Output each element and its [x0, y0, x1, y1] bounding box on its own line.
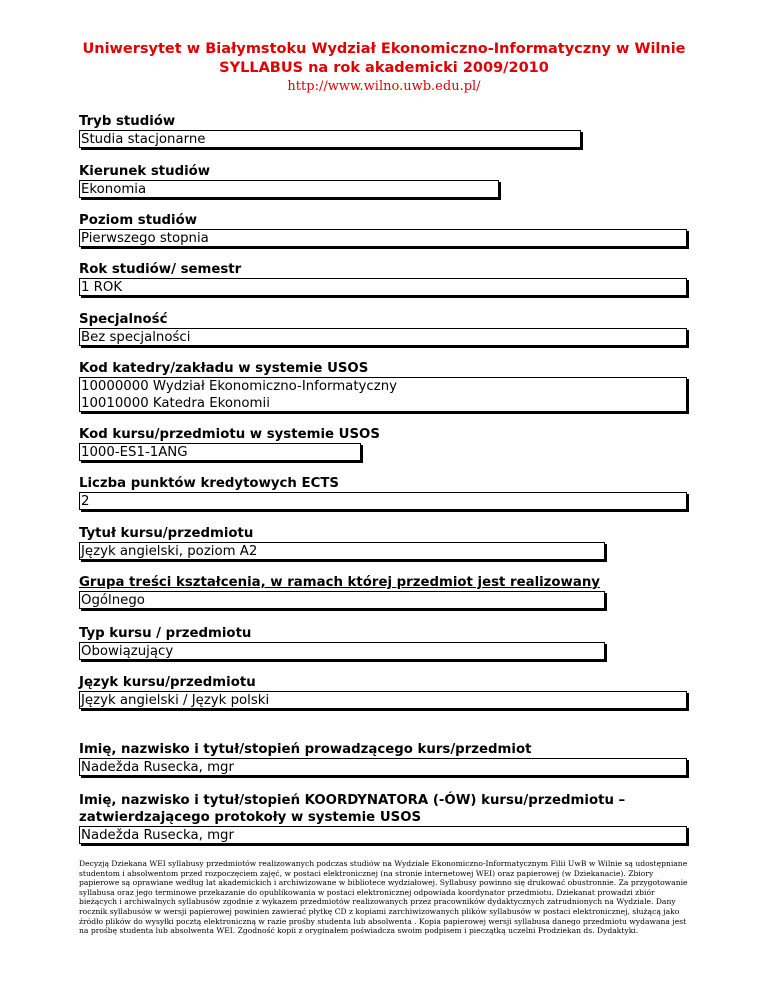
field-label: Kod katedry/zakładu w systemie USOS [79, 361, 369, 376]
field-label: Kierunek studiów [79, 164, 211, 179]
field-label: Poziom studiów [79, 213, 198, 228]
field-value: 2 [81, 494, 90, 509]
field-value-box [79, 691, 687, 709]
field-label: Kod kursu/przedmiotu w systemie USOS [79, 427, 380, 442]
field-value: 1000-ES1-1ANG [81, 445, 188, 460]
field-value-box [79, 492, 687, 510]
field-typ-kursu [79, 625, 605, 660]
field-value: Nadežda Rusecka, mgr [81, 828, 234, 843]
field-kod-kursu [79, 426, 380, 461]
field-label: Imię, nazwisko i tytuł/stopień prowadzącego kurs/przedmiot [79, 742, 532, 757]
field-value-line: 10010000 Katedra Ekonomii [81, 396, 270, 411]
field-value-box [79, 826, 687, 844]
field-label: Tytuł kursu/przedmiotu [79, 526, 254, 541]
field-ects [79, 475, 687, 510]
field-value: Nadežda Rusecka, mgr [81, 760, 234, 775]
field-label-line: Imię, nazwisko i tytuł/stopień KOORDYNATORA (-ÓW) kursu/przedmiotu – [79, 793, 626, 808]
field-kod-katedry [79, 360, 687, 412]
university-title: Uniwersytet w Białymstoku Wydział Ekonomiczno-Informatyczny w Wilnie [82, 41, 686, 57]
field-value-box [79, 542, 605, 560]
field-value-box [79, 642, 605, 660]
field-value-box [79, 443, 361, 461]
field-label: Tryb studiów [79, 114, 176, 129]
field-value: Ogólnego [81, 593, 145, 608]
field-value-box [79, 278, 687, 296]
field-value: Język angielski / Język polski [81, 693, 270, 708]
field-grupa-tresci [79, 574, 605, 609]
field-label: Grupa treści kształcenia, w ramach której przedmiot jest realizowany [79, 575, 600, 590]
footer-note: Decyzją Dziekana WEI syllabusy przedmiotów realizowanych podczas studiów na Wydziale Ekonomiczno-Informatycznym Filii UwB w Wilnie są udostępniane studentom i absolwentom przed rozpoczęciem zajęć, w postaci elektronicznej (na stronie internetowej WEI) oraz papierowej (w Dziekanacie). Zbiory papierowe są oprawiane według lat akademickich i archiwizowane w bibliotece wydziałowej. Syllabusy powinno się drukować obustronnie. Za przygotowanie syllabusa oraz jego terminowe przekazanie do opublikowania w postaci elektronicznej odpowiada koordynator przedmiotu. Dziekanat prowadzi zbiór bieżących i archiwalnych syllabusów zgodnie z wykazem przedmiotów realizowanych przez pracowników dydaktycznych zatrudnionych na Wydziale. Dany rocznik syllabusów w wersji papierowej powinien zawierać płytkę CD z kopiami zarchiwizowanych plików syllabusów w postaci elektronicznej, służącą jako źródło plików do wysyłki pocztą elektroniczną w razie prośby studenta lub absolwenta . Kopia papierowej wersji syllabusa danego przedmiotu wydawana jest na prośbę studenta lub absolwenta WEI. Zgodność kopii z oryginałem poświadcza swoim podpisem i pieczątką uczelni Prodziekan ds. Dydaktyki. [79, 859, 688, 936]
field-value-box [79, 758, 687, 776]
website-link[interactable]: http://www.wilno.uwb.edu.pl/ [287, 79, 481, 94]
field-label: Język kursu/przedmiotu [79, 675, 256, 690]
field-value: Obowiązujący [81, 644, 174, 659]
field-value-box [79, 377, 687, 412]
field-prowadzacy [79, 741, 687, 776]
field-tryb-studiow [79, 113, 581, 148]
field-tytul-kursu [79, 525, 605, 560]
field-value-box [79, 130, 581, 148]
field-kierunek-studiow [79, 163, 499, 198]
field-value: Pierwszego stopnia [81, 231, 209, 246]
field-value-box [79, 328, 687, 346]
field-value-line: 10000000 Wydział Ekonomiczno-Informatyczny [81, 379, 397, 394]
field-value: Studia stacjonarne [81, 132, 206, 147]
field-label: Liczba punktów kredytowych ECTS [79, 476, 339, 491]
document-header [0, 40, 768, 96]
field-label-line: zatwierdzającego protokoły w systemie USOS [79, 810, 422, 825]
field-label: Typ kursu / przedmiotu [79, 626, 252, 641]
field-poziom-studiow [79, 212, 687, 247]
field-jezyk-kursu [79, 674, 687, 709]
field-label: Rok studiów/ semestr [79, 262, 242, 277]
field-value-box [79, 591, 605, 609]
field-label: Specjalność [79, 312, 168, 327]
field-value-box [79, 229, 687, 247]
field-value: Ekonomia [81, 182, 147, 197]
field-value: Język angielski, poziom A2 [81, 544, 258, 559]
syllabus-title: SYLLABUS na rok akademicki 2009/2010 [219, 60, 549, 76]
field-value: Bez specjalności [81, 330, 191, 345]
field-value-box [79, 180, 499, 198]
field-value: 1 ROK [81, 280, 123, 295]
field-specjalnosc [79, 311, 687, 346]
field-rok-studiow [79, 261, 687, 296]
field-koordynator [79, 792, 687, 844]
